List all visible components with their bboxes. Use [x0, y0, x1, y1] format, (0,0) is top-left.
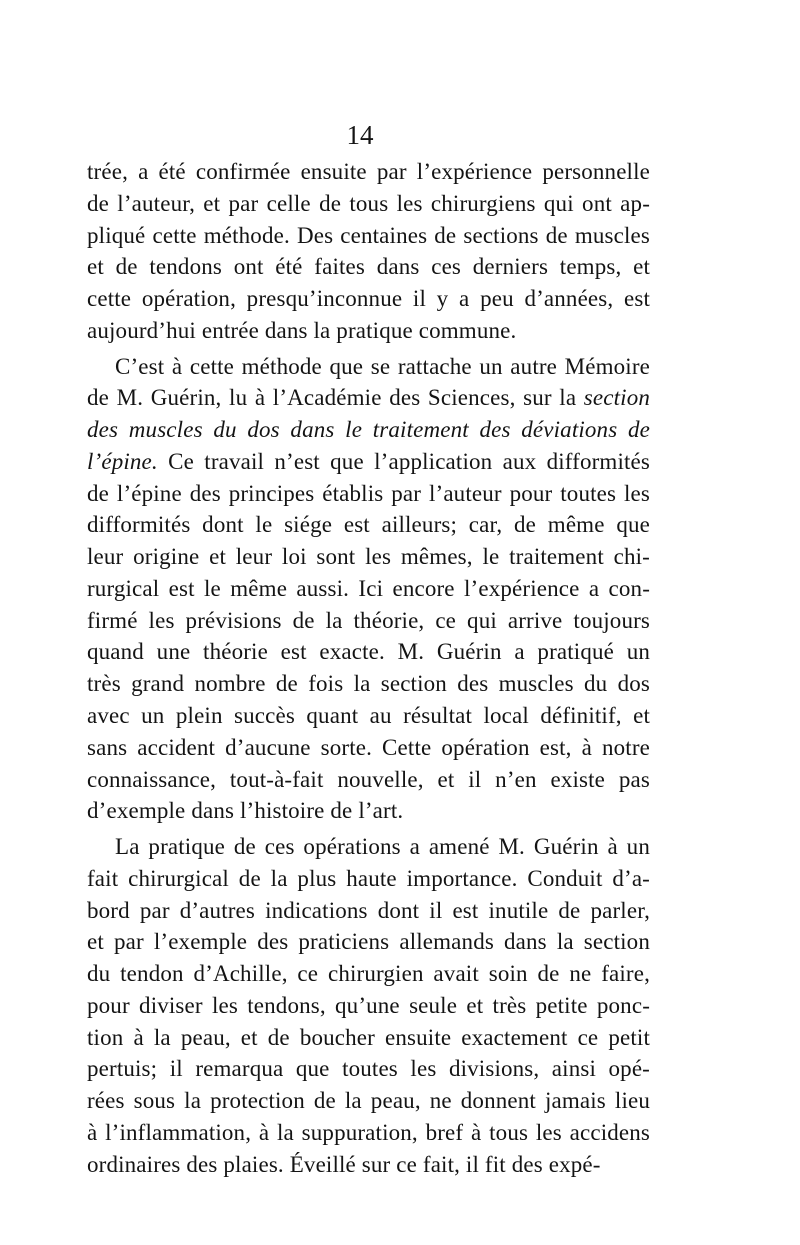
paragraph: [87, 831, 650, 1180]
text-line: [87, 958, 650, 990]
text-segment: rées sous la protection de la peau, ne donnent jamais lieu: [87, 1088, 650, 1114]
italic-text: section: [583, 385, 650, 411]
text-line: [87, 220, 650, 252]
text-segment: leur origine et leur loi sont les mêmes, le traitement chi-: [87, 544, 650, 570]
text-line: [87, 895, 650, 927]
text-segment: connaissance, tout-à-fait nouvelle, et il n’en existe pas: [87, 766, 650, 792]
italic-text: des muscles du dos dans le traitement des déviations de: [87, 417, 650, 443]
text-segment: de l’épine des principes établis par l’auteur pour toutes les: [87, 480, 650, 506]
text-line: [87, 1117, 650, 1149]
text-line: [87, 605, 650, 637]
text-line: [87, 926, 650, 958]
text-line: [87, 668, 650, 700]
text-segment: Ce travail n’est que l’application aux difformités: [157, 448, 650, 474]
text-segment: pliqué cette méthode. Des centaines de sections de muscles: [87, 222, 650, 248]
text-segment: et par l’exemple des praticiens allemands dans la section: [87, 929, 650, 955]
text-segment: du tendon d’Achille, ce chirurgien avait soin de ne faire,: [87, 961, 650, 987]
text-line: [87, 990, 650, 1022]
text-line: [87, 382, 650, 414]
page-number: 14: [346, 120, 374, 150]
text-segment: quand une théorie est exacte. M. Guérin a pratiqué un: [87, 639, 650, 665]
text-line: [87, 573, 650, 605]
text-segment: ordinaires des plaies. Éveillé sur ce fait, il fit des expé-: [87, 1151, 601, 1177]
text-segment: difformités dont le siége est ailleurs; car, de même que: [87, 512, 650, 538]
text-line: [87, 1053, 650, 1085]
text-segment: de l’auteur, et par celle de tous les chirurgiens qui ont ap-: [87, 190, 650, 216]
text-segment: aujourd’hui entrée dans la pratique commune.: [87, 317, 517, 343]
text-segment: et de tendons ont été faites dans ces derniers temps, et: [87, 254, 650, 280]
text-segment: firmé les prévisions de la théorie, ce qui arrive toujours: [87, 607, 650, 633]
text-segment: très grand nombre de fois la section des muscles du dos: [87, 671, 650, 697]
text-line: [87, 1149, 650, 1181]
text-segment: pour diviser les tendons, qu’une seule et très petite ponc-: [87, 992, 650, 1018]
text-line: [87, 156, 650, 188]
text-segment: tion à la peau, et de boucher ensuite exactement ce petit: [87, 1024, 650, 1050]
text-line: [87, 509, 650, 541]
text-segment: avec un plein succès quant au résultat local définitif, et: [87, 703, 650, 729]
text-segment: sans accident d’aucune sorte. Cette opération est, à notre: [87, 734, 650, 760]
text-segment: fait chirurgical de la plus haute importance. Conduit d’a-: [87, 865, 650, 891]
text-segment: d’exemple dans l’histoire de l’art.: [87, 798, 404, 824]
body-text: [87, 156, 650, 1181]
text-line: [87, 188, 650, 220]
italic-text: l’épine.: [87, 448, 158, 474]
paragraph: [87, 351, 650, 827]
text-segment: La pratique de ces opérations a amené M. Guérin à un: [115, 834, 650, 860]
text-segment: C’est à cette méthode que se rattache un autre Mémoire: [115, 353, 650, 379]
text-line: [87, 446, 650, 478]
text-line: [87, 700, 650, 732]
text-line: [87, 283, 650, 315]
text-segment: cette opération, presqu’inconnue il y a peu d’années, est: [87, 286, 650, 312]
text-segment: rurgical est le même aussi. Ici encore l’expérience a con-: [87, 575, 650, 601]
text-line: [87, 636, 650, 668]
text-line: [87, 1085, 650, 1117]
text-line: [87, 764, 650, 796]
text-line: [87, 251, 650, 283]
text-line: [87, 795, 650, 827]
text-line: [87, 831, 650, 863]
paragraph: [87, 156, 650, 347]
text-line: [87, 351, 650, 383]
text-line: [87, 1022, 650, 1054]
text-line: [87, 732, 650, 764]
text-line: [87, 315, 650, 347]
text-line: [87, 478, 650, 510]
text-line: [87, 541, 650, 573]
text-segment: de M. Guérin, lu à l’Académie des Sciences, sur la: [87, 385, 584, 411]
text-segment: bord par d’autres indications dont il est inutile de parler,: [87, 897, 650, 923]
text-segment: pertuis; il remarqua que toutes les divisions, ainsi opé-: [87, 1056, 650, 1082]
text-segment: trée, a été confirmée ensuite par l’expérience personnelle: [87, 159, 650, 184]
text-line: [87, 414, 650, 446]
text-line: [87, 863, 650, 895]
text-segment: à l’inflammation, à la suppuration, bref à tous les accidens: [87, 1119, 650, 1145]
